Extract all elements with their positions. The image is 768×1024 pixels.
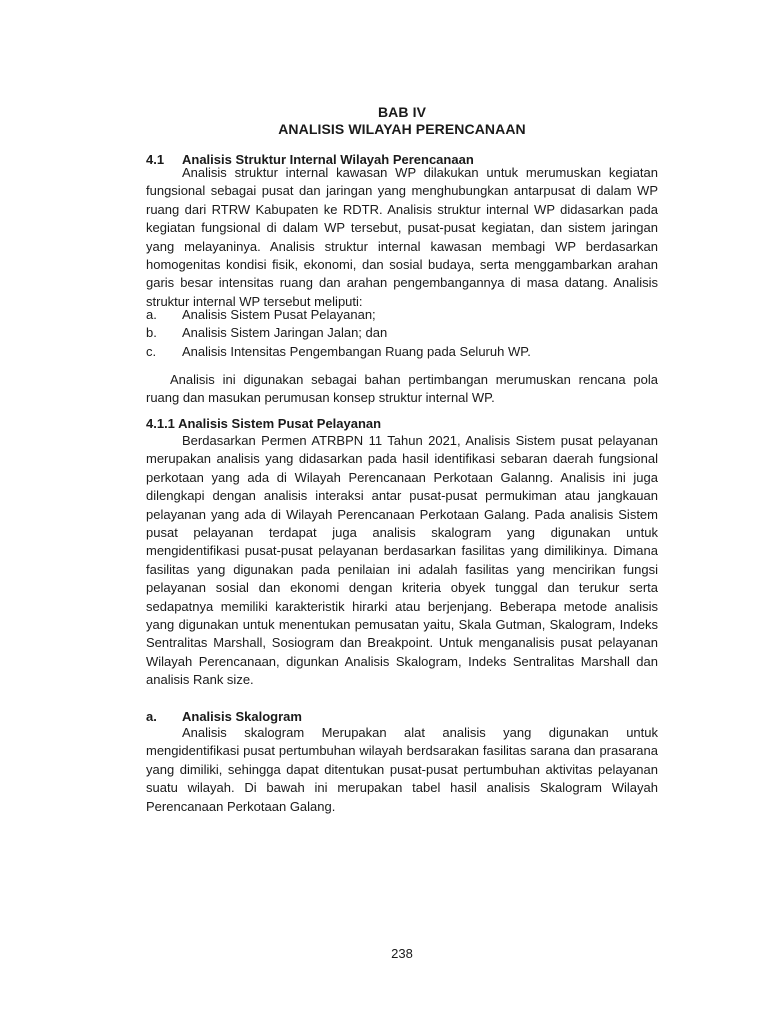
- section-number: 4.1.1: [146, 416, 175, 431]
- subsection-a-body: Analisis skalogram Merupakan alat analisis yang digunakan untuk mengidentifikasi pusat pertumbuhan wilayah berdsarakan fasilitas sarana dan prasarana yang dimiliki, sehingga dapat ditentukan pusat-pusat pertumbuhan aktivitas pelayanan suatu wilayah. Di bawah ini merupakan tabel hasil analisis Skalogram Wilayah Perencanaan Perkotaan Galang.: [146, 725, 658, 814]
- section-heading-4-1-1: [146, 416, 381, 431]
- page-number: 238: [391, 946, 413, 961]
- subsection-title: Analisis Skalogram: [182, 709, 302, 724]
- list-text: Analisis Intensitas Pengembangan Ruang pada Seluruh WP.: [182, 343, 531, 359]
- section-4-1-1-body: Berdasarkan Permen ATRBPN 11 Tahun 2021, Analisis Sistem pusat pelayanan merupakan analisis yang didasarkan pada hasil identifikasi sebaran daerah fungsional perkotaan yang ada di Wilayah Perencanaan Perkotaan Galanng. Analisis ini juga dilengkapi dengan analisis interaksi antar pusat-pusat permukiman atau jangkauan pelayanan yang ada di Wilayah Perencanaan Perkotaan Galang. Pada analisis Sistem pusat pelayanan terdapat juga analisis skalogram yang digunakan untuk mengidentifikasi pusat-pusat pelayanan berdasarkan fasilitas yang dimilikinya. Dimana fasilitas yang digunakan pada penilaian ini adalah fasilitas yang mencirikan fungsi pelayanan sosial dan ekonomi dengan kriteria obyek tunggal dan terukur serta sedapatnya memiliki karakteristik hirarki atau berjenjang. Beberapa metode analisis yang digunakan untuk menentukan pemusatan yaitu, Skala Gutman, Skalogram, Indeks Sentralitas Marshall, Sosiogram dan Breakpoint. Untuk menganalisis pusat pelayanan Wilayah Perencanaan, digunkan Analisis Skalogram, Indeks Sentralitas Marshall dan analisis Rank size.: [146, 433, 658, 688]
- list-text: Analisis Sistem Jaringan Jalan; dan: [182, 325, 388, 341]
- chapter-label: BAB IV: [377, 104, 427, 120]
- document-page: [146, 0, 658, 1024]
- section-title: Analisis Struktur Internal Wilayah Perencanaan: [182, 152, 474, 167]
- section-4-1-closing: Analisis ini digunakan sebagai bahan pertimbangan merumuskan rencana pola ruang dan masukan perumusan konsep struktur internal WP.: [146, 372, 658, 406]
- list-marker: b.: [146, 325, 157, 341]
- analysis-list: [146, 306, 658, 361]
- subsection-marker: a.: [146, 709, 157, 724]
- section-number: 4.1: [146, 152, 165, 167]
- list-item: [146, 306, 658, 324]
- list-item: [146, 343, 658, 361]
- section-4-1-body: Analisis struktur internal kawasan WP dilakukan untuk merumuskan kegiatan fungsional sebagai pusat dan jaringan yang menghubungkan antarpusat di dalam WP ruang dari RTRW Kabupaten ke RDTR. Analisis struktur internal WP didasarkan pada kegiatan fungsional di dalam WP tersebut, pusat-pusat kegiatan, dan sistem jaringan yang melayaninya. Analisis struktur internal kawasan membagi WP berdasarkan homogenitas kondisi fisik, ekonomi, dan sosial budaya, serta menggambarkan arahan garis besar intensitas ruang dan arahan pengembangannya di masa datang. Analisis struktur internal WP tersebut meliputi:: [146, 165, 658, 309]
- subsection-heading-a: [146, 709, 302, 724]
- chapter-title: ANALISIS WILAYAH PERENCANAAN: [278, 121, 526, 137]
- list-item: [146, 324, 658, 342]
- list-marker: c.: [146, 343, 157, 359]
- list-text: Analisis Sistem Pusat Pelayanan;: [182, 307, 376, 322]
- section-title: Analisis Sistem Pusat Pelayanan: [178, 416, 382, 431]
- list-marker: a.: [146, 307, 157, 322]
